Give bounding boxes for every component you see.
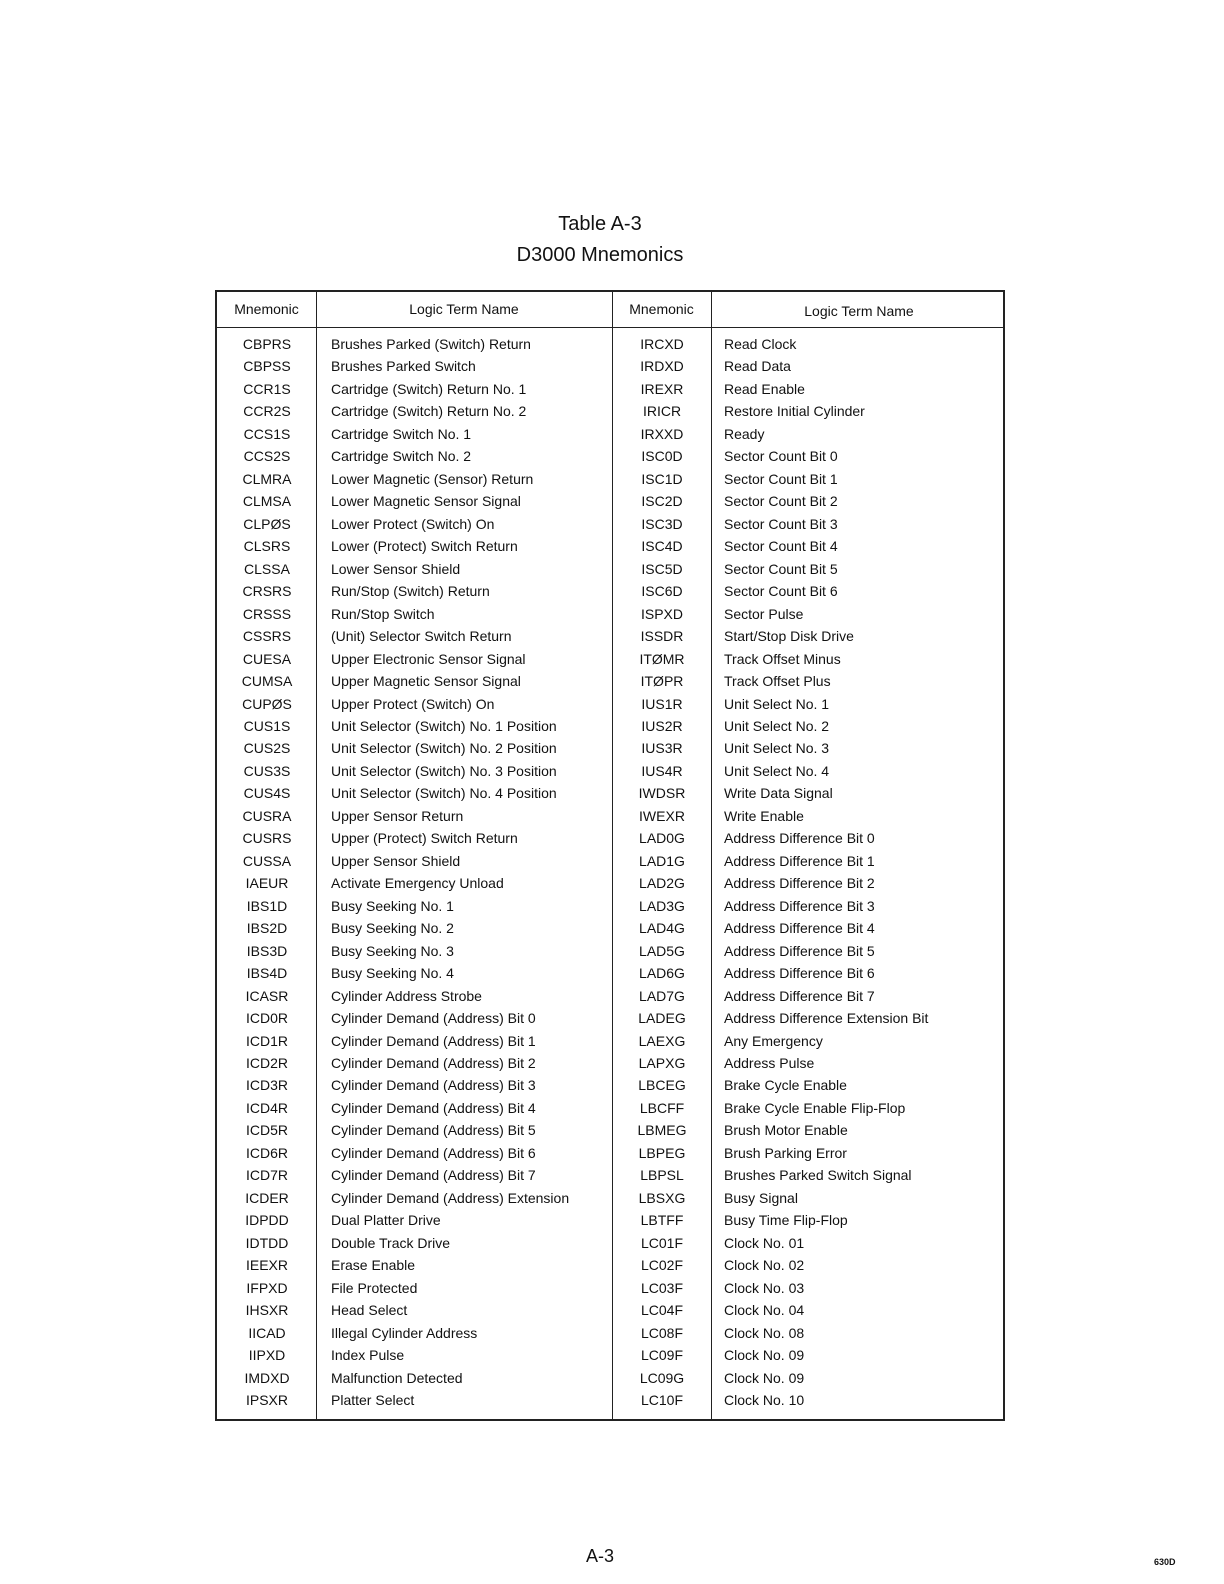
mnemonic-cell: LC03F	[640, 1279, 684, 1296]
mnemonic-cell: LC09F	[640, 1347, 684, 1364]
header-logic-term: Logic Term Name	[409, 301, 519, 317]
mnemonic-cell: CCR1S	[243, 380, 291, 397]
mnemonic-cell: IWEXR	[639, 807, 685, 824]
logic-term-cell: Dual Platter Drive	[331, 1212, 441, 1229]
mnemonic-cell: ISC5D	[641, 560, 683, 577]
table-row	[217, 783, 1003, 805]
mnemonic-cell: IREXR	[640, 380, 684, 397]
logic-term-cell: Cartridge Switch No. 2	[331, 448, 472, 465]
logic-term-cell: Run/Stop (Switch) Return	[331, 583, 490, 600]
logic-term-cell: Sector Count Bit 4	[724, 538, 838, 555]
mnemonic-cell: IRICR	[642, 403, 682, 420]
logic-term-cell: Sector Count Bit 2	[724, 493, 838, 510]
logic-term-cell: Cylinder Demand (Address) Extension	[331, 1189, 570, 1206]
mnemonic-cell: IUS1R	[641, 695, 683, 712]
logic-term-cell: Restore Initial Cylinder	[724, 403, 865, 420]
mnemonic-cell: ICD6R	[245, 1144, 288, 1161]
table-row	[217, 1210, 1003, 1232]
logic-term-cell: Address Pulse	[724, 1055, 815, 1071]
table-row	[217, 1098, 1003, 1120]
mnemonic-cell: LC09G	[639, 1369, 685, 1386]
mnemonic-cell: IUS3R	[641, 740, 683, 757]
mnemonics-table	[215, 290, 1005, 1421]
table-row	[217, 604, 1003, 626]
mnemonic-cell: CUS2S	[243, 740, 291, 757]
mnemonic-cell: ICD7R	[245, 1167, 288, 1184]
page-number: A-3	[585, 1546, 614, 1566]
logic-term-cell: Start/Stop Disk Drive	[724, 628, 854, 645]
mnemonic-cell: IRXXD	[640, 425, 684, 442]
mnemonic-cell: ISC3D	[641, 515, 683, 532]
logic-term-cell: Upper Protect (Switch) On	[331, 695, 495, 712]
logic-term-cell: Address Difference Bit 5	[724, 942, 875, 959]
mnemonic-cell: LADEG	[638, 1010, 686, 1027]
mnemonic-cell: IMDXD	[244, 1369, 290, 1386]
logic-term-cell: Unit Selector (Switch) No. 3 Position	[331, 762, 557, 779]
table-row	[217, 1008, 1003, 1030]
mnemonic-cell: CLPØS	[243, 515, 291, 532]
logic-term-cell: Cartridge (Switch) Return No. 2	[331, 403, 527, 420]
mnemonic-cell: IDTDD	[245, 1234, 289, 1251]
mnemonic-cell: ISPXD	[640, 605, 683, 622]
logic-term-cell: Any Emergency	[724, 1032, 823, 1049]
logic-term-cell: Unit Selector (Switch) No. 1 Position	[331, 717, 557, 734]
logic-term-cell: Address Difference Bit 3	[724, 897, 875, 914]
logic-term-cell: Index Pulse	[331, 1347, 405, 1364]
mnemonic-cell: ICD4R	[245, 1099, 288, 1116]
logic-term-cell: Unit Selector (Switch) No. 2 Position	[331, 740, 557, 757]
mnemonic-cell: CUSRS	[242, 830, 292, 847]
mnemonic-cell: IDPDD	[245, 1212, 289, 1229]
table-row	[217, 379, 1003, 401]
logic-term-cell: Activate Emergency Unload	[331, 875, 504, 892]
mnemonic-cell: LAD3G	[639, 897, 685, 914]
table-row	[217, 1165, 1003, 1187]
table-row	[217, 918, 1003, 940]
mnemonic-cell: CUPØS	[242, 695, 292, 712]
mnemonic-cell: LC10F	[640, 1392, 684, 1409]
logic-term-cell: Upper Sensor Return	[331, 807, 464, 824]
logic-term-cell: Busy Time Flip-Flop	[724, 1212, 848, 1229]
logic-term-cell: Erase Enable	[331, 1257, 416, 1274]
logic-term-cell: Busy Seeking No. 4	[331, 965, 454, 982]
mnemonic-cell: LAD1G	[639, 852, 685, 869]
logic-term-cell: Cylinder Demand (Address) Bit 1	[331, 1032, 536, 1049]
mnemonic-cell: LBTFF	[640, 1212, 684, 1229]
table-row	[217, 1188, 1003, 1210]
logic-term-cell: Sector Count Bit 5	[724, 560, 838, 577]
logic-term-cell: Sector Count Bit 6	[724, 583, 838, 600]
logic-term-cell: Clock No. 04	[724, 1302, 805, 1319]
logic-term-cell: Brake Cycle Enable	[724, 1077, 847, 1094]
mnemonic-cell: ICD3R	[245, 1077, 288, 1094]
mnemonic-cell: CBPSS	[243, 358, 291, 375]
mnemonic-cell: ISC4D	[641, 538, 683, 555]
logic-term-cell: Upper Magnetic Sensor Signal	[331, 673, 521, 690]
table-row	[217, 1368, 1003, 1390]
table-row	[217, 1031, 1003, 1053]
logic-term-cell: Unit Select No. 1	[724, 695, 830, 712]
mnemonic-cell: ISC0D	[641, 448, 683, 465]
logic-term-cell: Busy Seeking No. 2	[331, 920, 454, 937]
mnemonic-cell: ISC1D	[641, 470, 683, 487]
table-row	[217, 536, 1003, 558]
mnemonic-cell: CUS4S	[243, 785, 291, 802]
logic-term-cell: Brushes Parked (Switch) Return	[331, 336, 531, 352]
mnemonic-cell: LAPXG	[638, 1055, 686, 1071]
logic-term-cell: Brushes Parked Switch Signal	[724, 1167, 912, 1184]
mnemonic-cell: IRDXD	[640, 358, 684, 375]
mnemonic-cell: CLMSA	[242, 493, 292, 510]
logic-term-cell: Sector Pulse	[724, 605, 804, 622]
logic-term-cell: Double Track Drive	[331, 1234, 451, 1251]
logic-term-cell: Brushes Parked Switch	[331, 358, 476, 375]
logic-term-cell: Cartridge (Switch) Return No. 1	[331, 380, 527, 397]
mnemonic-cell: CUSSA	[242, 852, 292, 869]
table-subtitle: D3000 Mnemonics	[516, 244, 684, 266]
mnemonic-cell: LAD5G	[639, 942, 685, 959]
mnemonic-cell: CLSRS	[243, 538, 291, 555]
logic-term-cell: Busy Signal	[724, 1189, 798, 1206]
logic-term-cell: Cylinder Demand (Address) Bit 7	[331, 1167, 536, 1184]
logic-term-cell: Address Difference Extension Bit	[724, 1010, 929, 1027]
header-logic-term: Logic Term Name	[804, 303, 914, 319]
mnemonic-cell: CRSRS	[242, 583, 292, 600]
logic-term-cell: Cylinder Demand (Address) Bit 5	[331, 1122, 536, 1139]
mnemonic-cell: ICASR	[245, 987, 289, 1004]
logic-term-cell: Sector Count Bit 3	[724, 515, 838, 532]
mnemonic-cell: ICD1R	[245, 1032, 288, 1049]
mnemonic-cell: LC01F	[640, 1234, 684, 1251]
logic-term-cell: Brake Cycle Enable Flip-Flop	[724, 1099, 906, 1116]
logic-term-cell: (Unit) Selector Switch Return	[331, 628, 512, 645]
mnemonic-cell: IBS1D	[246, 897, 288, 914]
table-row	[217, 514, 1003, 536]
logic-term-cell: Upper Sensor Shield	[331, 852, 461, 869]
logic-term-cell: Busy Seeking No. 3	[331, 942, 454, 959]
logic-term-cell: Clock No. 08	[724, 1324, 805, 1341]
logic-term-cell: Cylinder Demand (Address) Bit 6	[331, 1144, 536, 1161]
logic-term-cell: Head Select	[331, 1302, 408, 1319]
table-row	[217, 1143, 1003, 1165]
logic-term-cell: Address Difference Bit 1	[724, 852, 875, 869]
mnemonic-cell: ICD0R	[245, 1010, 288, 1027]
mnemonic-cell: LC02F	[640, 1257, 684, 1274]
table-body	[217, 334, 1003, 1413]
table-row	[217, 626, 1003, 648]
table-row	[217, 896, 1003, 918]
logic-term-cell: Cylinder Demand (Address) Bit 4	[331, 1099, 536, 1116]
logic-term-cell: Write Data Signal	[724, 785, 833, 802]
header-mnemonic: Mnemonic	[629, 301, 694, 317]
table-row	[217, 806, 1003, 828]
table-row	[217, 873, 1003, 895]
mnemonic-cell: IWDSR	[638, 785, 686, 802]
mnemonic-cell: CUESA	[242, 650, 292, 667]
logic-term-cell: File Protected	[331, 1279, 418, 1296]
logic-term-cell: Clock No. 01	[724, 1234, 805, 1251]
logic-term-cell: Lower Magnetic Sensor Signal	[331, 493, 521, 510]
mnemonic-cell: CCS2S	[243, 448, 291, 465]
logic-term-cell: Lower Sensor Shield	[331, 560, 461, 577]
logic-term-cell: Malfunction Detected	[331, 1369, 463, 1386]
mnemonic-cell: ITØPR	[640, 673, 684, 690]
table-row	[217, 649, 1003, 671]
mnemonic-cell: LBMEG	[637, 1122, 687, 1139]
table-row	[217, 446, 1003, 468]
logic-term-cell: Address Difference Bit 4	[724, 920, 875, 937]
logic-term-cell: Cylinder Demand (Address) Bit 0	[331, 1010, 536, 1027]
table-row	[217, 1300, 1003, 1322]
logic-term-cell: Lower Magnetic (Sensor) Return	[331, 470, 534, 487]
mnemonic-cell: ITØMR	[639, 650, 685, 667]
table-row	[217, 986, 1003, 1008]
table-title: Table A-3	[558, 213, 642, 235]
mnemonic-cell: CLMRA	[242, 470, 292, 487]
mnemonic-cell: LAD2G	[639, 875, 685, 892]
logic-term-cell: Address Difference Bit 6	[724, 965, 875, 982]
mnemonic-cell: IPSXR	[245, 1392, 288, 1409]
logic-term-cell: Sector Count Bit 1	[724, 470, 838, 487]
logic-term-cell: Upper Electronic Sensor Signal	[331, 650, 526, 667]
mnemonic-cell: LBPSL	[640, 1167, 684, 1184]
mnemonic-cell: IIPXD	[248, 1347, 286, 1364]
mnemonic-cell: IAEUR	[245, 875, 289, 892]
mnemonic-cell: ICD5R	[245, 1122, 288, 1139]
mnemonic-cell: IEEXR	[245, 1257, 288, 1274]
logic-term-cell: Unit Select No. 4	[724, 762, 830, 779]
logic-term-cell: Illegal Cylinder Address	[331, 1324, 478, 1341]
logic-term-cell: Cylinder Demand (Address) Bit 3	[331, 1077, 536, 1094]
table-row	[217, 671, 1003, 693]
mnemonic-cell: LC08F	[640, 1324, 684, 1341]
table-row	[217, 941, 1003, 963]
logic-term-cell: Upper (Protect) Switch Return	[331, 830, 518, 847]
logic-term-cell: Lower Protect (Switch) On	[331, 515, 495, 532]
logic-term-cell: Cylinder Address Strobe	[331, 987, 482, 1004]
table-row	[217, 851, 1003, 873]
mnemonic-cell: CSSRS	[242, 628, 292, 645]
mnemonic-cell: IBS2D	[246, 920, 288, 937]
mnemonic-cell: LBSXG	[638, 1189, 686, 1206]
mnemonic-cell: LC04F	[640, 1302, 684, 1319]
table-row	[217, 1120, 1003, 1142]
mnemonic-cell: ICDER	[245, 1189, 289, 1206]
logic-term-cell: Run/Stop Switch	[331, 605, 435, 622]
table-row	[217, 469, 1003, 491]
logic-term-cell: Cylinder Demand (Address) Bit 2	[331, 1055, 536, 1071]
table-row	[217, 1345, 1003, 1367]
table-row	[217, 1323, 1003, 1345]
table-row	[217, 761, 1003, 783]
table-header	[217, 292, 1003, 328]
mnemonic-cell: IUS2R	[641, 717, 683, 734]
logic-term-cell: Unit Select No. 3	[724, 740, 830, 757]
logic-term-cell: Track Offset Minus	[724, 650, 841, 667]
mnemonic-cell: IICAD	[248, 1324, 286, 1341]
table-row	[217, 694, 1003, 716]
mnemonic-cell: CBPRS	[242, 336, 292, 352]
table-row	[217, 401, 1003, 423]
logic-term-cell: Brush Motor Enable	[724, 1122, 848, 1139]
mnemonic-cell: LAD4G	[639, 920, 685, 937]
logic-term-cell: Platter Select	[331, 1392, 415, 1409]
logic-term-cell: Read Enable	[724, 380, 805, 397]
mnemonic-cell: LBPEG	[638, 1144, 686, 1161]
mnemonic-cell: CLSSA	[244, 560, 290, 577]
header-mnemonic: Mnemonic	[234, 301, 299, 317]
document-code: 630D	[1154, 1557, 1176, 1567]
table-row	[217, 1255, 1003, 1277]
logic-term-cell: Unit Selector (Switch) No. 4 Position	[331, 785, 557, 802]
mnemonic-cell: CCS1S	[243, 425, 291, 442]
table-row	[217, 963, 1003, 985]
logic-term-cell: Read Data	[724, 358, 791, 375]
mnemonic-cell: IFPXD	[246, 1279, 288, 1296]
mnemonic-cell: ISC6D	[641, 583, 683, 600]
logic-term-cell: Read Clock	[724, 336, 797, 352]
mnemonic-cell: CUSRA	[242, 807, 292, 824]
table-row	[217, 828, 1003, 850]
logic-term-cell: Address Difference Bit 2	[724, 875, 875, 892]
logic-term-cell: Sector Count Bit 0	[724, 448, 838, 465]
logic-term-cell: Lower (Protect) Switch Return	[331, 538, 518, 555]
mnemonic-cell: ISC2D	[641, 493, 683, 510]
logic-term-cell: Address Difference Bit 0	[724, 830, 875, 847]
logic-term-cell: Clock No. 10	[724, 1392, 805, 1409]
mnemonic-cell: ICD2R	[245, 1055, 288, 1071]
mnemonic-cell: IBS3D	[246, 942, 288, 959]
mnemonic-cell: IRCXD	[640, 336, 684, 352]
logic-term-cell: Brush Parking Error	[724, 1144, 847, 1161]
table-row	[217, 1278, 1003, 1300]
mnemonic-cell: CCR2S	[243, 403, 291, 420]
mnemonic-cell: LAD0G	[639, 830, 685, 847]
mnemonic-cell: ISSDR	[640, 628, 684, 645]
table-row	[217, 491, 1003, 513]
table-row	[217, 1390, 1003, 1412]
logic-term-cell: Unit Select No. 2	[724, 717, 830, 734]
logic-term-cell: Ready	[724, 425, 765, 442]
mnemonic-cell: LBCEG	[638, 1077, 686, 1094]
table-row	[217, 738, 1003, 760]
logic-term-cell: Cartridge Switch No. 1	[331, 425, 472, 442]
mnemonic-cell: LAD6G	[639, 965, 685, 982]
logic-term-cell: Clock No. 03	[724, 1279, 805, 1296]
mnemonic-cell: CUMSA	[241, 673, 293, 690]
logic-term-cell: Busy Seeking No. 1	[331, 897, 454, 914]
table-row	[217, 334, 1003, 356]
mnemonic-cell: LAD7G	[639, 987, 685, 1004]
mnemonic-cell: CUS3S	[243, 762, 291, 779]
mnemonic-cell: LBCFF	[639, 1099, 685, 1116]
logic-term-cell: Track Offset Plus	[724, 673, 831, 690]
table-row	[217, 716, 1003, 738]
logic-term-cell: Clock No. 09	[724, 1347, 805, 1364]
mnemonic-cell: CRSSS	[242, 605, 292, 622]
table-row	[217, 1075, 1003, 1097]
table-row	[217, 424, 1003, 446]
logic-term-cell: Clock No. 09	[724, 1369, 805, 1386]
logic-term-cell: Clock No. 02	[724, 1257, 805, 1274]
table-row	[217, 559, 1003, 581]
table-row	[217, 1233, 1003, 1255]
mnemonic-cell: LAEXG	[638, 1032, 686, 1049]
logic-term-cell: Write Enable	[724, 807, 804, 824]
table-row	[217, 581, 1003, 603]
table-row	[217, 1053, 1003, 1075]
mnemonic-cell: IBS4D	[246, 965, 288, 982]
mnemonic-cell: CUS1S	[243, 717, 291, 734]
table-row	[217, 356, 1003, 378]
mnemonic-cell: IUS4R	[641, 762, 683, 779]
logic-term-cell: Address Difference Bit 7	[724, 987, 875, 1004]
mnemonic-cell: IHSXR	[245, 1302, 289, 1319]
